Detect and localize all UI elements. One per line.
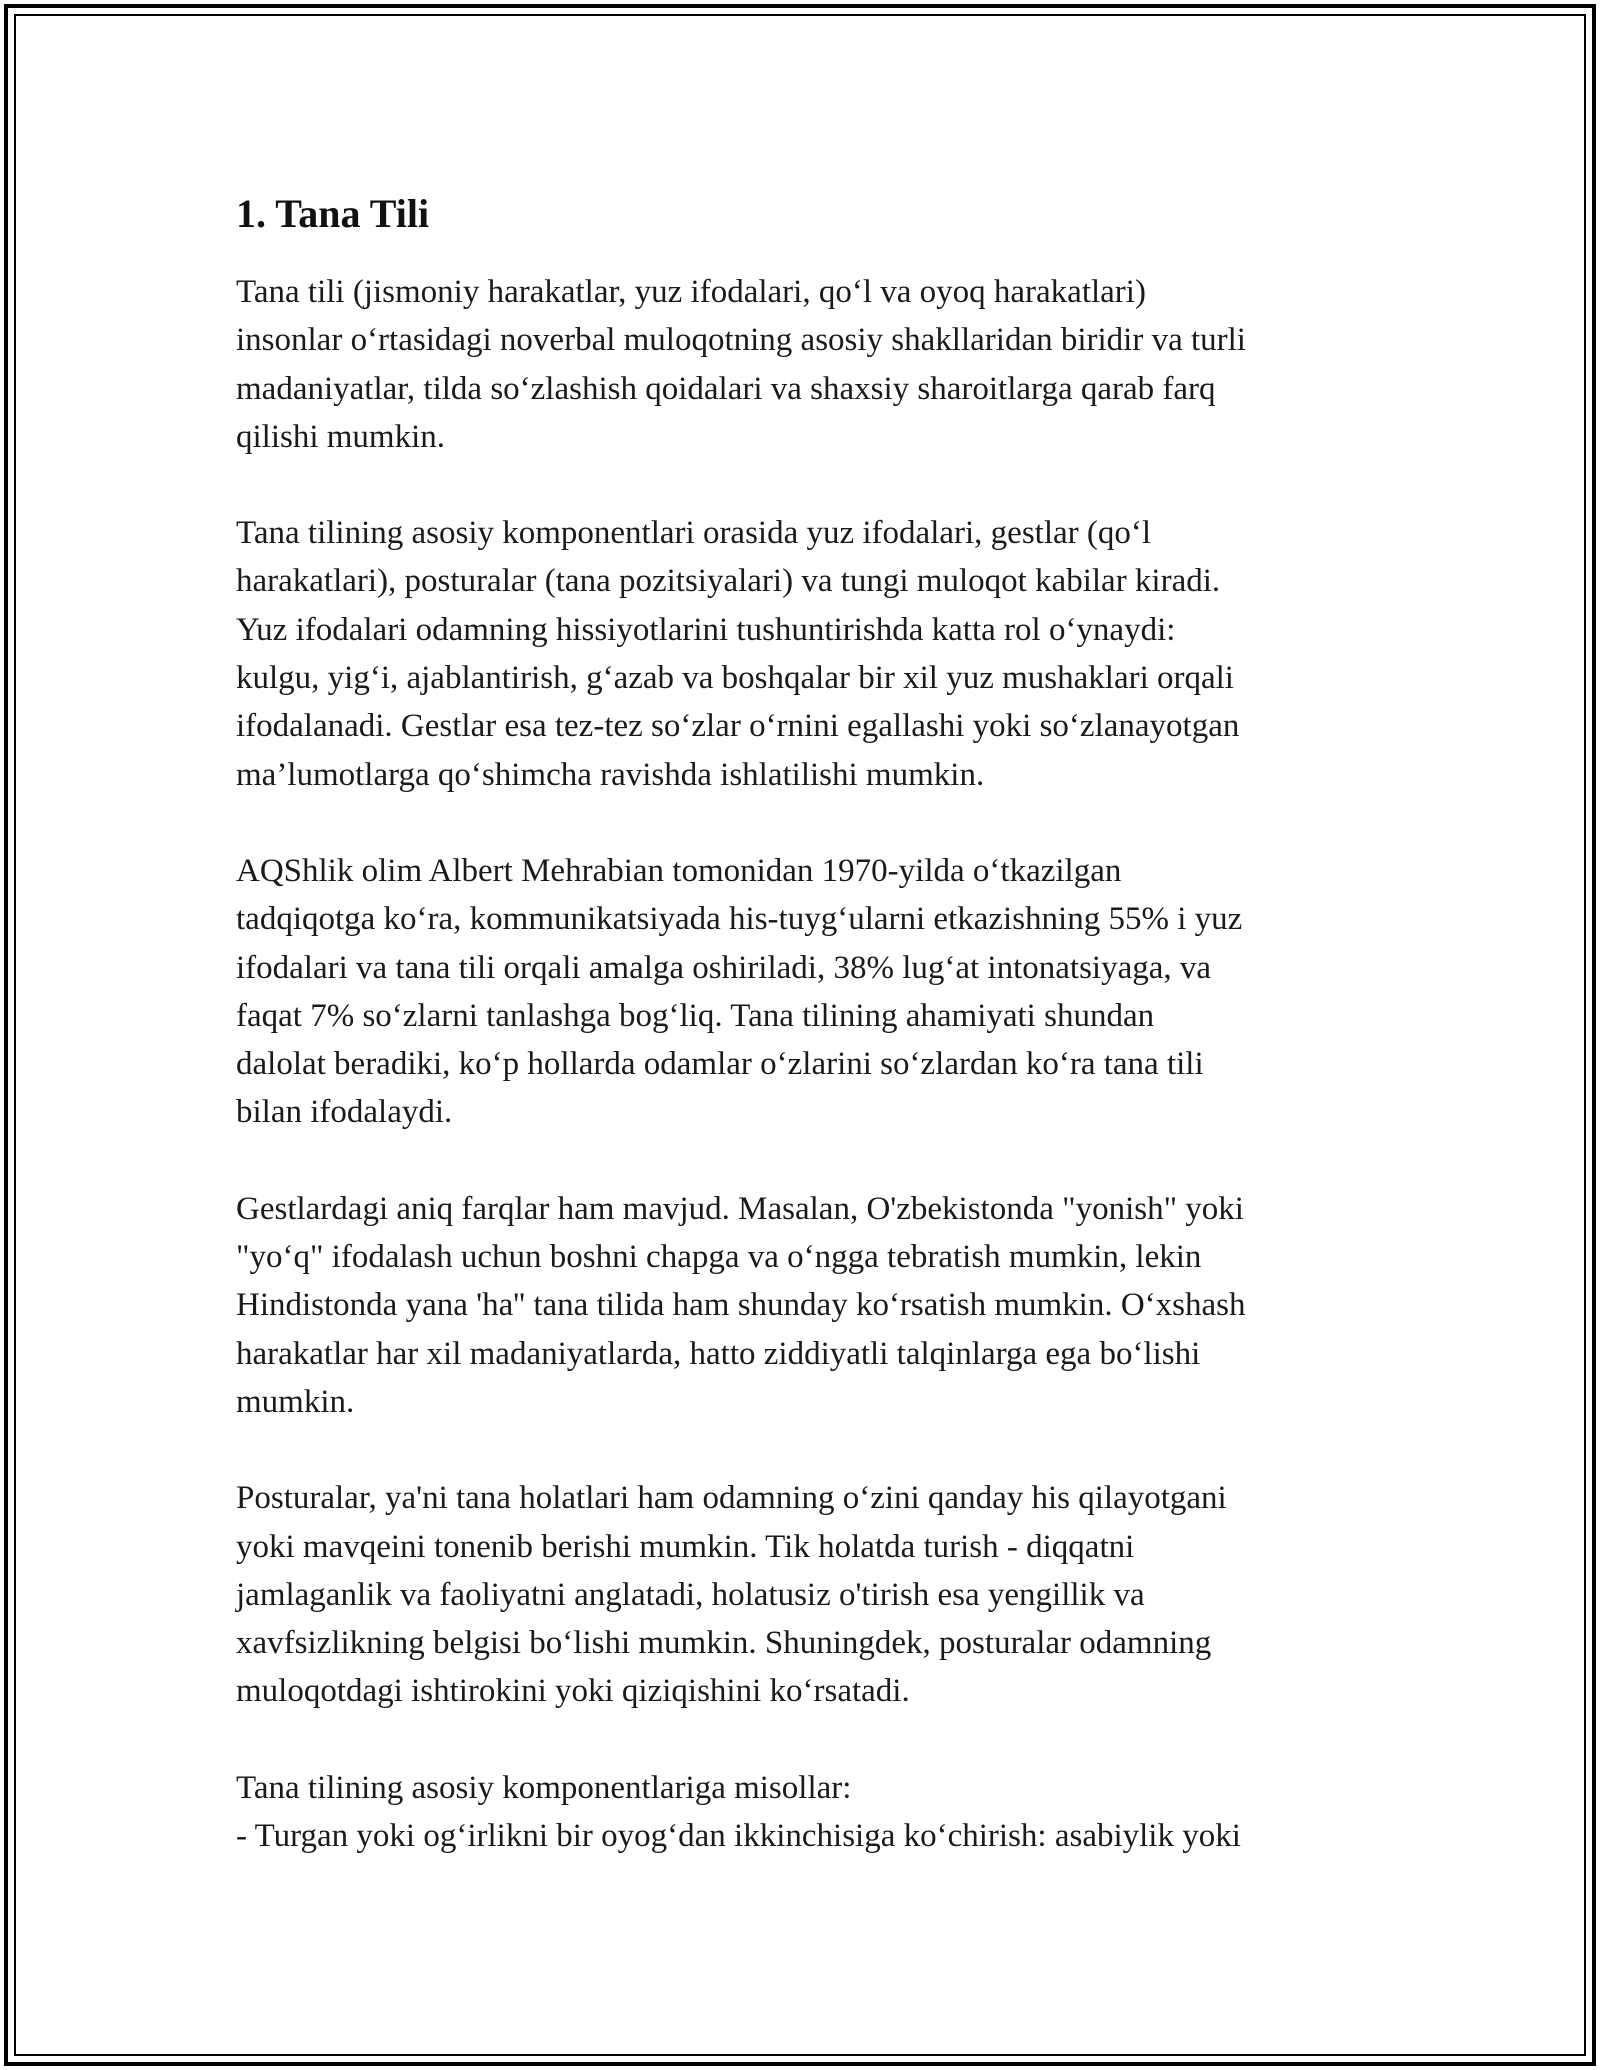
text-line: Posturalar, ya'ni tana holatlari ham odamning o‘zini qanday his qilayotgani <box>236 1480 1227 1517</box>
document-body <box>236 184 1376 1860</box>
text-line: Tana tili (jismoniy harakatlar, yuz ifodalari, qo‘l va oyoq harakatlari) <box>236 274 1146 310</box>
paragraph-intro <box>236 268 1376 461</box>
text-line: Hindistonda yana 'ha'' tana tilida ham shunday ko‘rsatish mumkin. O‘xshash <box>236 1287 1246 1324</box>
list-item: - Turgan yoki og‘irlikni bir oyog‘dan ikkinchisiga ko‘chirish: asabiylik yoki <box>236 1818 1241 1855</box>
paragraph-mehrabian <box>236 847 1376 1137</box>
text-line: muloqotdagi ishtirokini yoki qiziqishini ko‘rsatadi. <box>236 1673 910 1710</box>
text-line: yoki mavqeini tonenib berishi mumkin. Tik holatda turish - diqqatni <box>236 1528 1135 1565</box>
text-line: bilan ifodalaydi. <box>236 1094 453 1131</box>
text-line: tadqiqotga ko‘ra, kommunikatsiyada his-tuyg‘ularni etkazishning 55% i yuz <box>236 901 1243 938</box>
text-line: "yo‘q" ifodalash uchun boshni chapga va o‘ngga tebratish mumkin, lekin <box>236 1239 1202 1276</box>
text-line: harakatlar har xil madaniyatlarda, hatto ziddiyatli talqinlarga ega bo‘lishi <box>236 1335 1201 1372</box>
text-line: jamlaganlik va faoliyatni anglatadi, holatusiz o'tirish esa yengillik va <box>236 1576 1145 1613</box>
text-line: mumkin. <box>236 1383 355 1420</box>
text-line: ifodalari va tana tili orqali amalga oshiriladi, 38% lug‘at intonatsiyaga, va <box>236 949 1212 986</box>
text-line: insonlar o‘rtasidagi noverbal muloqotning asosiy shakllaridan biridir va turli <box>236 322 1246 359</box>
text-line: harakatlari), posturalar (tana pozitsiyalari) va tungi muloqot kabilar kiradi. <box>236 563 1221 600</box>
paragraph-examples <box>236 1764 1376 1861</box>
text-line: kulgu, yig‘i, ajablantirish, g‘azab va boshqalar bir xil yuz mushaklari orqali <box>236 660 1234 697</box>
text-line: ifodalanadi. Gestlar esa tez-tez so‘zlar o‘rnini egallashi yoki so‘zlanayotgan <box>236 708 1240 745</box>
text-line: AQShlik olim Albert Mehrabian tomonidan 1970-yilda o‘tkazilgan <box>236 852 1122 889</box>
text-line: qilishi mumkin. <box>236 418 446 455</box>
text-line: madaniyatlar, tilda so‘zlashish qoidalari va shaxsiy sharoitlarga qarab farq <box>236 370 1216 407</box>
text-line: faqat 7% so‘zlarni tanlashga bog‘liq. Tana tilining ahamiyati shundan <box>236 997 1155 1034</box>
text-line: xavfsizlikning belgisi bo‘lishi mumkin. Shuningdek, posturalar odamning <box>236 1625 1212 1662</box>
paragraph-gestures <box>236 1185 1376 1426</box>
section-heading: 1. Tana Tili <box>236 191 430 236</box>
text-line: Tana tilining asosiy komponentlari orasida yuz ifodalari, gestlar (qo‘l <box>236 515 1152 552</box>
text-line: dalolat beradiki, ko‘p hollarda odamlar o‘zlarini so‘zlardan ko‘ra tana tili <box>236 1046 1204 1083</box>
text-line: Gestlardagi aniq farqlar ham mavjud. Masalan, O'zbekistonda "yonish" yoki <box>236 1190 1244 1227</box>
text-line: Yuz ifodalari odamning hissiyotlarini tushuntirishda katta rol o‘ynaydi: <box>236 611 1176 648</box>
text-line: ma’lumotlarga qo‘shimcha ravishda ishlatilishi mumkin. <box>236 756 985 793</box>
paragraph-components <box>236 509 1376 799</box>
text-line: Tana tilining asosiy komponentlariga misollar: <box>236 1769 852 1806</box>
paragraph-postures <box>236 1474 1376 1715</box>
